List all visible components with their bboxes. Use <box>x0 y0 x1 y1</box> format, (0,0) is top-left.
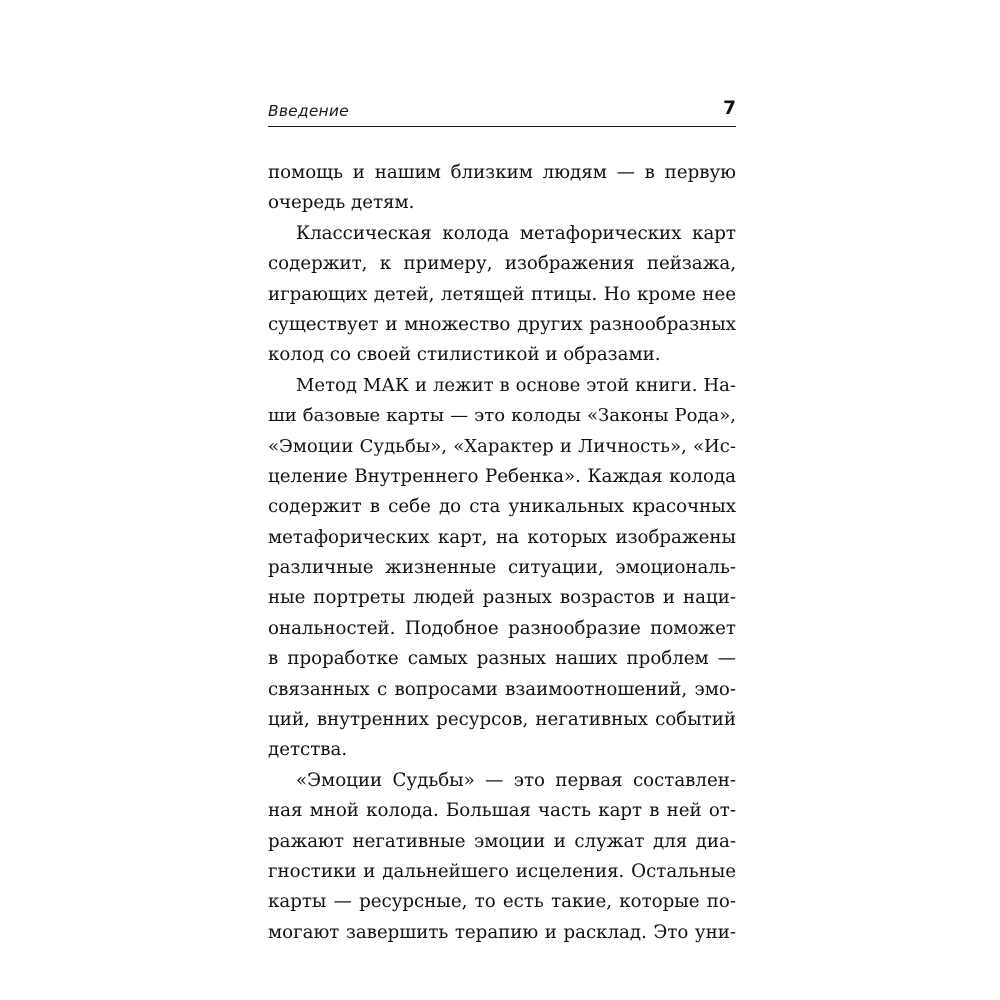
text-line: ная мной колода. Большая часть карт в ней от- <box>268 800 736 822</box>
text-line: ональностей. Подобное разнообразие поможет <box>268 617 736 639</box>
text-line: ций, внутренних ресурсов, негативных событий <box>268 709 736 731</box>
text-line: «Эмоции Судьбы», «Характер и Личность», «Ис- <box>268 435 736 457</box>
text-line: играющих детей, летящей птицы. Но кроме нее <box>268 283 736 305</box>
page-number: 7 <box>723 98 736 119</box>
text-line: очередь детям. <box>268 192 415 214</box>
text-line: ши базовые карты — это колоды «Законы Рода», <box>268 405 736 427</box>
text-line: могают завершить терапию и расклад. Это уни- <box>268 921 736 943</box>
section-title: Введение <box>268 102 349 120</box>
text-line: в проработке самых разных наших проблем — <box>268 648 736 670</box>
text-line: «Эмоции Судьбы» — это первая составлен- <box>296 769 736 791</box>
text-line: ные портреты людей разных возрастов и наци- <box>268 587 736 609</box>
text-line: существует и множество других разнообразных <box>268 313 736 335</box>
text-line: детства. <box>268 739 348 761</box>
text-line: карты — ресурсные, то есть такие, которые по- <box>268 891 736 913</box>
text-line: целение Внутреннего Ребенка». Каждая колода <box>268 465 736 487</box>
text-line: связанных с вопросами взаимоотношений, эмо- <box>268 678 736 700</box>
text-line: Классическая колода метафорических карт <box>296 222 736 244</box>
text-line: ражают негативные эмоции и служат для диа- <box>268 830 736 852</box>
text-line: содержит, к примеру, изображения пейзажа, <box>268 253 736 275</box>
text-line: Метод МАК и лежит в основе этой книги. На- <box>296 374 736 396</box>
text-line: метафорических карт, на которых изображены <box>268 526 736 548</box>
body-text <box>268 158 736 948</box>
text-line: различные жизненные ситуации, эмоциональ- <box>268 557 736 579</box>
text-line: содержит в себе до ста уникальных красочных <box>268 496 736 518</box>
text-line: гностики и дальнейшего исцеления. Остальные <box>268 860 736 882</box>
text-line: помощь и нашим близким людям — в первую <box>268 162 736 183</box>
text-line: колод со своей стилистикой и образами. <box>268 344 661 366</box>
running-header <box>268 98 736 127</box>
